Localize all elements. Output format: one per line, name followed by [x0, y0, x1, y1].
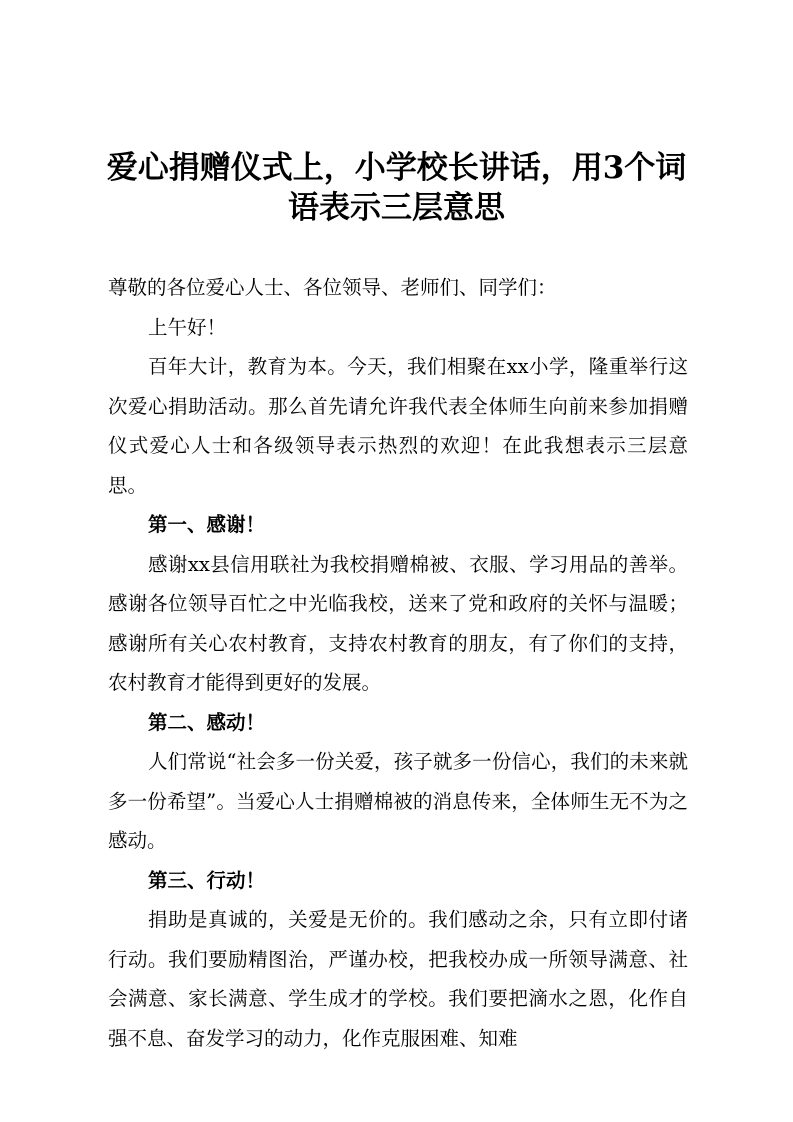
document-body — [108, 268, 688, 1058]
action-paragraph: 捐助是真诚的，关爱是无价的。我们感动之余，只有立即付诸行动。我们要励精图治，严谨办校，把我校办成一所领导满意、社会满意、家长满意、学生成才的学校。我们要把滴水之恩，化作自强不息、奋发学习的动力，化作克服困难、知难 — [108, 908, 688, 1050]
salutation: 尊敬的各位爱心人士、各位领导、老师们、同学们： — [108, 276, 557, 299]
thanks-paragraph: 感谢xx县信用联社为我校捐赠棉被、衣服、学习用品的善举。感谢各位领导百忙之中光临我校，送来了党和政府的关怀与温暖；感谢所有关心农村教育，支持农村教育的朋友，有了你们的支持，农村教育才能得到更好的发展。 — [108, 552, 688, 694]
intro-paragraph: 百年大计，教育为本。今天，我们相聚在xx小学，隆重举行这次爱心捐助活动。那么首先请允许我代表全体师生向前来参加捐赠仪式爱心人士和各级领导表示热烈的欢迎！在此我想表示三层意思。 — [108, 355, 688, 497]
document-title: 爱心捐赠仪式上，小学校长讲话，用3个词语表示三层意思 — [106, 150, 687, 226]
section-heading-action: 第三、行动！ — [148, 868, 266, 892]
section-heading-thanks: 第一、感谢！ — [148, 513, 266, 536]
greeting: 上午好！ — [148, 315, 227, 339]
section-heading-moved: 第二、感动！ — [148, 710, 266, 734]
moved-paragraph: 人们常说“社会多一份关爱，孩子就多一份信心，我们的未来就多一份希望”。当爱心人士捐赠棉被的消息传来，全体师生无不为之感动。 — [108, 750, 688, 852]
